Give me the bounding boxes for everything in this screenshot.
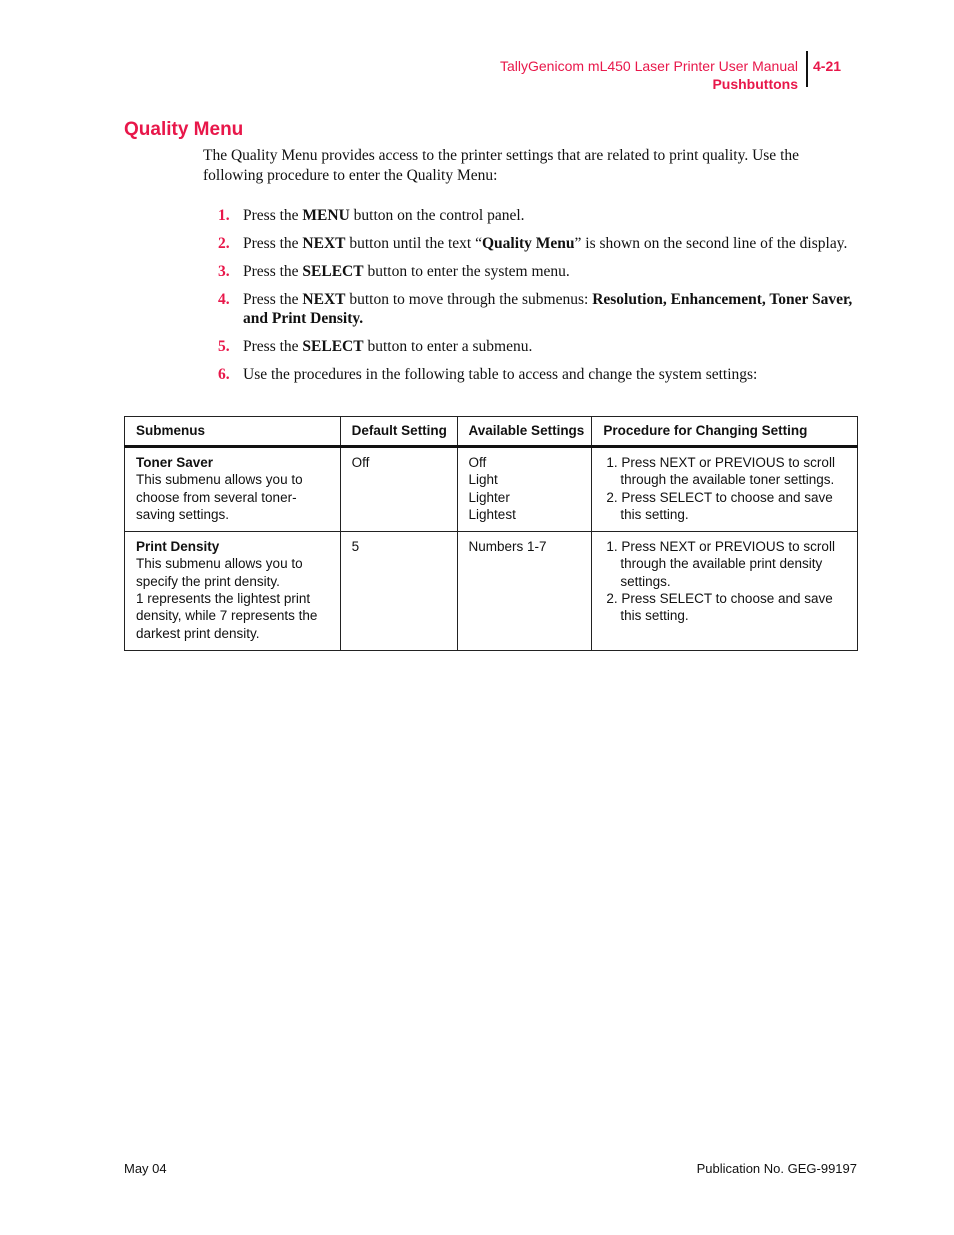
default-setting-value: 5: [351, 539, 360, 555]
step-text: Press the: [243, 235, 303, 252]
table-body: [125, 447, 858, 651]
procedure-list: [603, 538, 851, 624]
step-text: Press the: [243, 291, 303, 308]
column-header: Procedure for Changing Setting: [592, 417, 858, 447]
procedure-step: 1. Press NEXT or PREVIOUS to scroll through the available toner settings.: [606, 455, 835, 488]
step-number: 5.: [218, 338, 230, 355]
step-keyword: MENU: [302, 207, 350, 224]
step-text: button on the control panel.: [349, 207, 525, 224]
manual-title: TallyGenicom mL450 Laser Printer User Manual: [499, 58, 798, 74]
table-row: [125, 532, 858, 651]
submenu-cell: [125, 532, 341, 651]
step-number: 3.: [218, 263, 230, 280]
page-title: Quality Menu: [124, 119, 244, 140]
default-setting-cell: [340, 532, 457, 651]
step-keyword: NEXT: [302, 235, 346, 252]
step-text: button until the text “: [345, 235, 482, 252]
default-setting-value: Off: [351, 455, 370, 470]
available-setting-option: Lightest: [468, 506, 516, 522]
step-text: ” is shown on the second line of the display.: [574, 235, 848, 252]
step-item: [203, 290, 853, 328]
footer-publication: Publication No. GEG-99197: [696, 1161, 857, 1176]
submenu-cell: [125, 447, 341, 532]
submenu-description: 1 represents the lightest print density, while 7 represents the darkest print density.: [136, 591, 318, 641]
available-settings-cell: [457, 447, 592, 532]
procedure-cell: [592, 532, 858, 651]
table-header-row: [125, 417, 858, 447]
running-header: [500, 57, 798, 93]
step-text: Use the procedures in the following table to access and change the system settings:: [243, 366, 758, 383]
available-setting-option: Light: [468, 472, 498, 488]
step-number: 6.: [218, 366, 230, 383]
header-divider: [806, 51, 808, 87]
step-text: Press the: [243, 263, 303, 280]
step-number: 1.: [218, 207, 230, 224]
settings-table: [124, 416, 858, 651]
step-item: [203, 234, 853, 253]
column-header: Available Settings: [457, 417, 592, 447]
step-keyword: SELECT: [302, 338, 364, 355]
intro-paragraph: The Quality Menu provides access to the printer settings that are related to print quality. Use the following procedure to enter the Quality Menu:: [203, 147, 800, 184]
available-settings-cell: [457, 532, 592, 651]
step-text: Press the: [243, 338, 303, 355]
step-text: button to enter a submenu.: [363, 338, 533, 355]
step-text: Press the: [243, 207, 303, 224]
procedure-list: [603, 454, 851, 523]
step-item: [203, 365, 853, 384]
step-item: [203, 206, 853, 225]
step-text: button to enter the system menu.: [363, 263, 570, 280]
table-row: [125, 447, 858, 532]
submenu-name: Toner Saver: [136, 455, 214, 470]
step-text: button to move through the submenus:: [345, 291, 593, 308]
column-header: Default Setting: [340, 417, 457, 447]
procedure-steps: [203, 206, 853, 384]
step-item: [203, 262, 853, 281]
step-keyword: Resolution, Enhancement, Toner Saver, and Print Density.: [243, 291, 853, 327]
footer-date: May 04: [124, 1161, 167, 1176]
column-header: Submenus: [125, 417, 341, 447]
procedure-step: 2. Press SELECT to choose and save this setting.: [606, 591, 833, 624]
available-setting-option: Numbers 1-7: [468, 539, 547, 555]
section-name: Pushbuttons: [712, 76, 798, 92]
procedure-cell: [592, 447, 858, 532]
step-number: 2.: [218, 235, 230, 252]
step-item: [203, 337, 853, 356]
available-setting-option: Off: [468, 455, 487, 470]
page-number: 4-21: [813, 58, 842, 74]
step-keyword: Quality Menu: [481, 235, 575, 252]
available-setting-option: Lighter: [468, 489, 510, 505]
procedure-step: 1. Press NEXT or PREVIOUS to scroll through the available print density settings.: [606, 539, 835, 589]
submenu-description: This submenu allows you to choose from several toner-saving settings.: [136, 472, 303, 522]
step-keyword: NEXT: [302, 291, 346, 308]
step-number: 4.: [218, 291, 230, 308]
step-keyword: SELECT: [302, 263, 364, 280]
submenu-description: This submenu allows you to specify the print density.: [136, 556, 303, 589]
default-setting-cell: [340, 447, 457, 532]
procedure-step: 2. Press SELECT to choose and save this setting.: [606, 489, 833, 522]
submenu-name: Print Density: [136, 539, 220, 555]
